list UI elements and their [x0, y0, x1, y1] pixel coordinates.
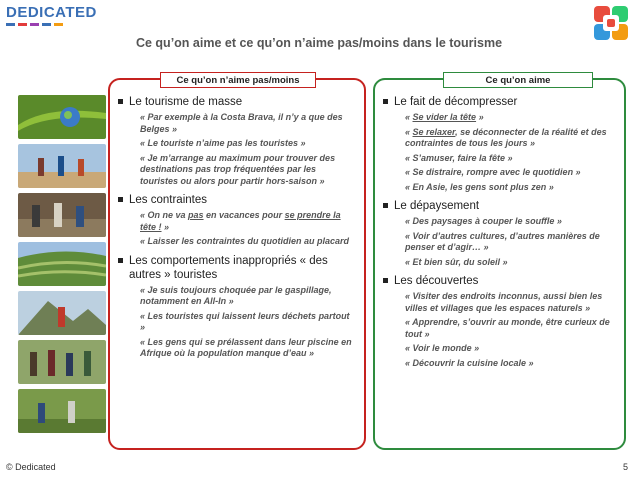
quote-part: »	[161, 221, 170, 232]
section-change-of-scenery	[383, 199, 616, 268]
section-decompress	[383, 95, 616, 193]
logo-color-bars	[6, 23, 97, 26]
quote: « Le touriste n’aime pas les touristes »	[140, 138, 306, 148]
quote-part: «	[405, 126, 413, 137]
quote-rich	[118, 210, 356, 233]
photo-village-group	[18, 193, 106, 237]
quote-underlined: se prendre la tête !	[140, 210, 341, 232]
quote-part: «	[405, 112, 413, 122]
quote-rich	[383, 127, 616, 150]
page-title: Ce qu’on aime et ce qu’on n’aime pas/moins dans le tourisme	[135, 36, 503, 50]
likes-panel	[373, 75, 626, 450]
quote: « Je suis toujours choquée par le gaspillage, notamment en All-In »	[140, 284, 332, 306]
quote: « Voir le monde »	[405, 343, 480, 353]
bullet-heading: Les découvertes	[383, 274, 616, 288]
photo-earth-droplet	[18, 95, 106, 139]
footer-copyright: © Dedicated	[6, 462, 56, 472]
quote: « Laisser les contraintes du quotidien au placard	[140, 236, 350, 246]
section-inappropriate-behaviour	[118, 254, 356, 360]
section-discoveries	[383, 274, 616, 369]
quote: « Les gens qui se prélassent dans leur piscine en Afrique où la population manque d’eau »	[140, 336, 352, 358]
bullet-heading: Le dépaysement	[383, 199, 616, 213]
dislikes-panel	[108, 75, 366, 450]
likes-panel-heading: Ce qu’on aime	[443, 72, 593, 88]
photo-terraced-fields	[18, 242, 106, 286]
bullet-heading: Le tourisme de masse	[118, 95, 356, 109]
quote: « Apprendre, s’ouvrir au monde, être curieux de tout »	[405, 317, 610, 339]
photo-trekking-group	[18, 340, 106, 384]
logo-text: DEDICATED	[6, 4, 97, 21]
quote-underlined: Se relaxer	[412, 126, 456, 137]
dedicated-logo	[6, 4, 97, 26]
quote-underlined: pas	[188, 210, 204, 220]
quote: « Se distraire, rompre avec le quotidien »	[405, 167, 581, 177]
section-constraints	[118, 193, 356, 248]
quote-part: , se déconnecter de la réalité et des contraintes de tous les jours »	[405, 126, 607, 148]
section-mass-tourism	[118, 95, 356, 187]
quote: « Découvrir la cuisine locale »	[405, 357, 534, 368]
quote: « Visiter des endroits inconnus, aussi bien les villes et villages que les espaces naturels »	[405, 291, 603, 313]
quote: « Et bien sûr, du soleil »	[405, 256, 508, 267]
quote: « En Asie, les gens sont plus zen »	[405, 181, 554, 192]
photo-farm-visit	[18, 389, 106, 433]
photo-mountain-hiker	[18, 291, 106, 335]
quote: « Les touristes qui laissent leurs déchets partout »	[140, 310, 350, 332]
quote: « Des paysages à couper le souffle »	[405, 216, 562, 226]
quote: « Par exemple à la Costa Brava, il n’y a que des Belges »	[140, 112, 343, 134]
page-number: 5	[622, 462, 628, 472]
bullet-heading: Les comportements inappropriés « des autres » touristes	[118, 254, 356, 282]
quote-underlined: Se vider la tête	[412, 112, 477, 122]
bullet-heading: Les contraintes	[118, 193, 356, 207]
photo-desert-walkers	[18, 144, 106, 188]
quote: « S’amuser, faire la fête »	[405, 152, 513, 163]
dislikes-panel-heading: Ce qu’on n’aime pas/moins	[160, 72, 316, 88]
photo-column	[18, 95, 106, 438]
quote: « Voir d’autres cultures, d’autres manières de penser et d’agir… »	[405, 230, 600, 252]
quote-rich	[383, 112, 616, 124]
quote: « Je m’arrange au maximum pour trouver des destinations pas trop fréquentées par les touristes ou alors pour partir hors-saison »	[140, 152, 336, 186]
quote-part: « On ne va	[140, 210, 189, 220]
bullet-heading: Le fait de décompresser	[383, 95, 616, 109]
quote-part: en vacances pour	[203, 210, 285, 220]
quote-part: »	[476, 112, 484, 122]
